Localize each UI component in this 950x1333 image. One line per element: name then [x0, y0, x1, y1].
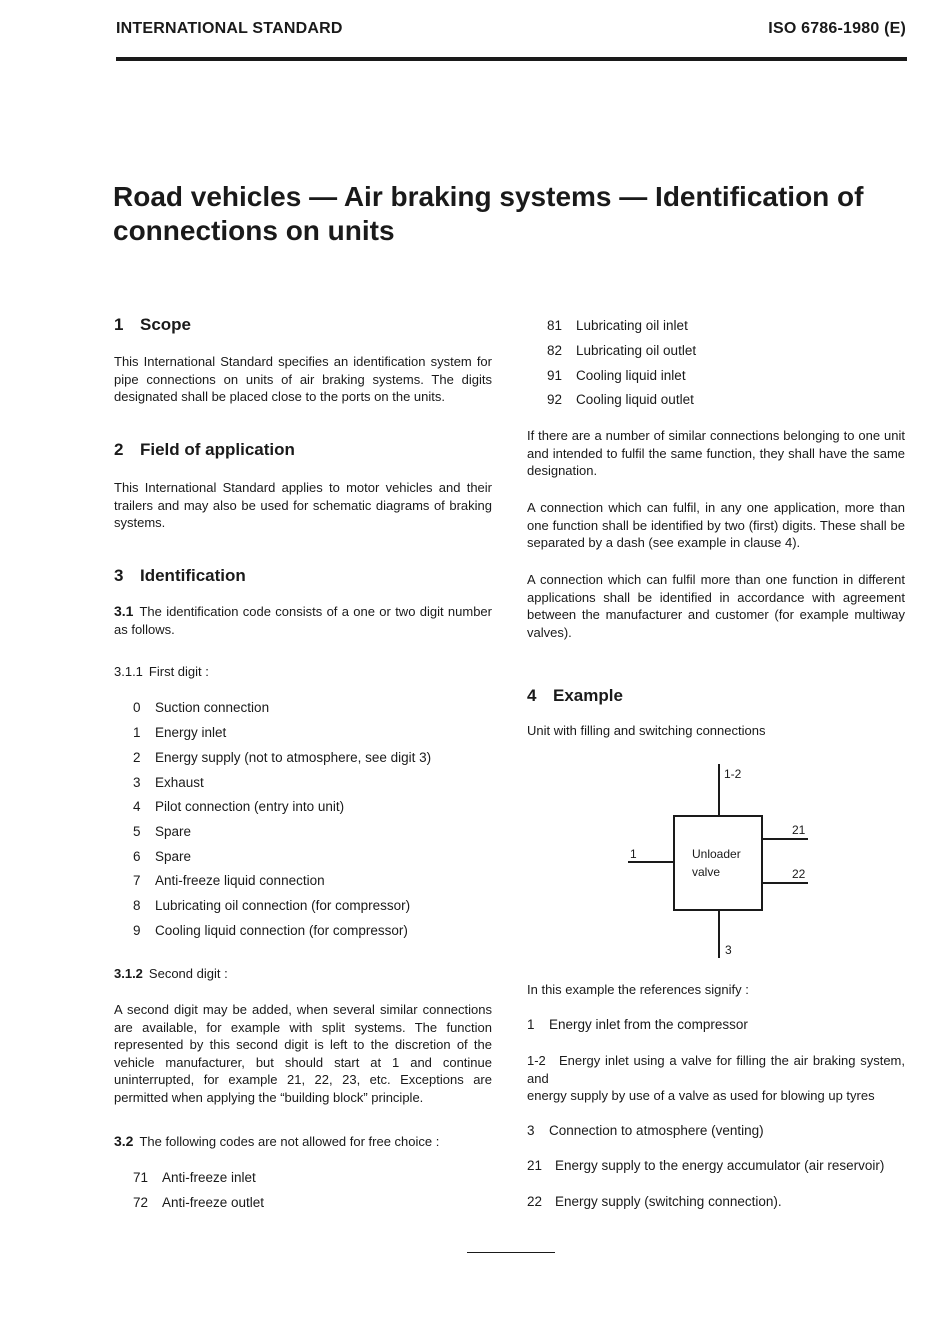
- list-item: [133, 898, 410, 913]
- clause-3-2-text: The following codes are not allowed for free choice :: [139, 1134, 440, 1149]
- clause-3-2: [114, 1133, 492, 1151]
- reference-meaning: Energy supply (switching connection).: [555, 1194, 782, 1209]
- digit-meaning: Cooling liquid connection (for compressor): [155, 923, 408, 938]
- code-meaning: Anti-freeze outlet: [162, 1195, 265, 1210]
- clause-3-1-2-heading: [114, 966, 228, 981]
- list-item: [133, 923, 408, 938]
- valve-label-line1: Unloader: [692, 847, 741, 861]
- digit: 1: [133, 725, 141, 740]
- digit: 2: [133, 750, 141, 765]
- code: 72: [133, 1195, 149, 1210]
- digit: 7: [133, 873, 141, 888]
- list-item: [133, 873, 325, 888]
- digit-meaning: Pilot connection (entry into unit): [155, 799, 345, 814]
- field-of-application-text: This International Standard applies to motor vehicles and their trailers and may also be used for schematic diagrams of braking systems.: [114, 480, 492, 530]
- digit-meaning: Spare: [155, 849, 192, 864]
- port-label-top: 1-2: [724, 767, 742, 781]
- second-digit-text: A second digit may be added, when several similar connections are available, for example with split systems. The function represented by this second digit is left to the discretion of the vehicle manufacturer, but should start at 1 and continue uninterrupted, for example 21, 22, 23, etc. Exceptions are permitted when applying the “building block” principle.: [114, 1002, 492, 1105]
- reference-meaning-continued: energy supply by use of a valve as used for blowing up tyres: [527, 1088, 875, 1103]
- list-item: [547, 368, 686, 383]
- section-1-number: 1: [114, 315, 124, 334]
- multiple-function-paragraph: A connection which can fulfil, in any one application, more than one function shall be identified by two (first) digits. These shall be separated by a dash (see example in clause 4).: [527, 500, 905, 550]
- clause-3-1-2-label: Second digit :: [148, 966, 228, 981]
- list-item: [133, 824, 191, 839]
- example-intro: In this example the references signify :: [527, 982, 749, 997]
- similar-connections-paragraph: If there are a number of similar connections belonging to one unit and intended to fulfil the same function, they shall have the same designation.: [527, 428, 905, 478]
- digit: 4: [133, 799, 141, 814]
- section-1-title: Scope: [140, 315, 192, 334]
- clause-3-1-1-label: First digit :: [148, 664, 209, 679]
- list-item: [527, 1158, 884, 1173]
- code: 91: [547, 368, 563, 383]
- reference-code: 21: [527, 1158, 543, 1173]
- example-caption: Unit with filling and switching connections: [527, 723, 766, 738]
- list-item: [133, 799, 344, 814]
- list-item: [547, 343, 696, 358]
- reference-meaning: Connection to atmosphere (venting): [549, 1123, 764, 1138]
- list-item: [527, 1052, 905, 1105]
- code: 82: [547, 343, 563, 358]
- section-3-title: Identification: [140, 566, 246, 585]
- end-of-text-rule: [467, 1252, 555, 1253]
- clause-3-1: [114, 603, 492, 638]
- reference-code: 1: [527, 1017, 535, 1032]
- code-meaning: Anti-freeze inlet: [162, 1170, 256, 1185]
- header-standard-number: ISO 6786-1980 (E): [768, 20, 906, 37]
- reference-code: 22: [527, 1194, 543, 1209]
- digit-meaning: Energy supply (not to atmosphere, see digit 3): [155, 750, 432, 765]
- code-meaning: Lubricating oil inlet: [576, 318, 688, 333]
- section-4-title: Example: [553, 686, 623, 705]
- list-item: [133, 700, 269, 715]
- code: 92: [547, 392, 563, 407]
- section-1-heading: [114, 315, 191, 335]
- section-2-title: Field of application: [140, 440, 295, 459]
- clause-3-1-2-number: 3.1.2: [114, 966, 143, 981]
- port-label-right-top: 21: [792, 823, 806, 837]
- reference-meaning: Energy inlet using a valve for filling the air braking system, and: [527, 1053, 905, 1086]
- unloader-valve-diagram: [622, 762, 822, 962]
- document-title: Road vehicles — Air braking systems — Identification of connections on units: [113, 181, 864, 246]
- list-item: [133, 1170, 256, 1185]
- list-item: [133, 775, 204, 790]
- clause-3-1-1-number: 3.1.1: [114, 664, 143, 679]
- list-item: [547, 318, 688, 333]
- valve-body: [674, 816, 762, 910]
- digit: 0: [133, 700, 141, 715]
- section-3-heading: [114, 566, 246, 586]
- different-applications-paragraph: A connection which can fulfil more than one function in different applications shall be identified in accordance with agreement between the manufacturer and customer (for example multiway valves).: [527, 572, 905, 640]
- code: 71: [133, 1170, 149, 1185]
- digit-meaning: Anti-freeze liquid connection: [155, 873, 325, 888]
- list-item: [133, 1195, 264, 1210]
- port-label-left: 1: [630, 847, 637, 861]
- port-label-bottom: 3: [725, 943, 732, 957]
- header-standard-type: INTERNATIONAL STANDARD: [116, 20, 343, 37]
- digit: 5: [133, 824, 141, 839]
- digit: 3: [133, 775, 141, 790]
- reference-code: 3: [527, 1123, 535, 1138]
- digit: 8: [133, 898, 141, 913]
- section-2-heading: [114, 440, 295, 460]
- reference-meaning: Energy inlet from the compressor: [549, 1017, 748, 1032]
- code-meaning: Lubricating oil outlet: [576, 343, 697, 358]
- clause-3-2-number: 3.2: [114, 1133, 134, 1149]
- section-4-number: 4: [527, 686, 537, 705]
- clause-3-1-1-heading: [114, 664, 209, 679]
- list-item: [133, 750, 431, 765]
- code: 81: [547, 318, 563, 333]
- digit-meaning: Exhaust: [155, 775, 204, 790]
- digit: 6: [133, 849, 141, 864]
- digit-meaning: Lubricating oil connection (for compressor): [155, 898, 411, 913]
- header-rule: [116, 57, 907, 61]
- list-item: [527, 1194, 782, 1209]
- list-item: [527, 1017, 748, 1032]
- list-item: [527, 1123, 764, 1138]
- digit-meaning: Energy inlet: [155, 725, 227, 740]
- clause-3-1-text: The identification code consists of a one or two digit number as follows.: [114, 604, 492, 637]
- scope-text: This International Standard specifies an identification system for pipe connections on units of air braking systems. The digits designated shall be placed close to the ports on the units.: [114, 354, 492, 404]
- digit-meaning: Spare: [155, 824, 192, 839]
- digit: 9: [133, 923, 141, 938]
- list-item: [547, 392, 694, 407]
- digit-meaning: Suction connection: [155, 700, 270, 715]
- code-meaning: Cooling liquid inlet: [576, 368, 686, 383]
- list-item: [133, 849, 191, 864]
- list-item: [133, 725, 226, 740]
- reference-code: 1-2: [527, 1053, 546, 1068]
- port-label-right-bottom: 22: [792, 867, 806, 881]
- section-3-number: 3: [114, 566, 124, 585]
- clause-3-1-number: 3.1: [114, 603, 134, 619]
- section-2-number: 2: [114, 440, 124, 459]
- code-meaning: Cooling liquid outlet: [576, 392, 694, 407]
- valve-label-line2: valve: [692, 865, 721, 879]
- section-4-heading: [527, 686, 623, 706]
- reference-meaning: Energy supply to the energy accumulator (air reservoir): [555, 1158, 885, 1173]
